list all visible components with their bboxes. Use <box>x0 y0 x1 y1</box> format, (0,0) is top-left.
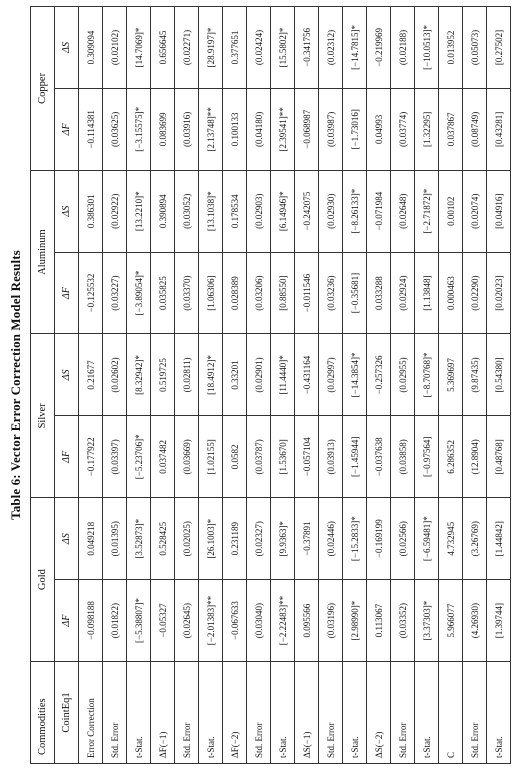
table-cell: [−15.2833]* <box>343 498 367 580</box>
table-cell: −0.057104 <box>295 416 319 498</box>
row-label: Std. Error <box>175 662 199 764</box>
table-cell: −0.067633 <box>223 580 247 662</box>
table-cell: 0.037482 <box>151 416 175 498</box>
table-cell: [1.32295] <box>415 88 439 170</box>
table-cell: 0.095566 <box>295 580 319 662</box>
table-cell: (0.03370) <box>175 252 199 334</box>
table-cell: [2.39541]** <box>271 88 295 170</box>
row-label: Error Correction <box>79 662 103 764</box>
table-cell: −0.219969 <box>367 7 391 89</box>
row-label: ΔS(−1) <box>295 662 319 764</box>
table-cell: 0.035825 <box>151 252 175 334</box>
col-header-aluminum-df: ΔF <box>55 252 79 334</box>
table-cell: (0.02924) <box>391 252 415 334</box>
table-cell: [28.9197]* <box>199 7 223 89</box>
table-cell: [13.2210]* <box>127 170 151 252</box>
table-cell: [6.14946]* <box>271 170 295 252</box>
col-header-copper-ds: ΔS <box>55 7 79 89</box>
table-cell: −0.257326 <box>367 334 391 416</box>
table-cell: [8.32942]* <box>127 334 151 416</box>
table-cell: 0.033288 <box>367 252 391 334</box>
table-cell: 4.732945 <box>439 498 463 580</box>
row-label: t-Stat. <box>343 662 367 764</box>
table-cell: (0.02188) <box>391 7 415 89</box>
table-cell: [0.43281] <box>487 88 511 170</box>
group-header-gold: Gold <box>31 498 55 662</box>
table-cell: (9.87435) <box>463 334 487 416</box>
row-label: Std. Error <box>247 662 271 764</box>
cointeq-header: CointEq1 <box>55 662 79 764</box>
table-cell: 0.013952 <box>439 7 463 89</box>
table-cell: 0.231189 <box>223 498 247 580</box>
table-cell: [−5.38807]* <box>127 580 151 662</box>
group-header-copper: Copper <box>31 7 55 171</box>
table-row <box>487 7 511 764</box>
table-cell: −0.098188 <box>79 580 103 662</box>
table-cell: [2.13748]** <box>199 88 223 170</box>
table-cell: (0.02811) <box>175 334 199 416</box>
table-cell: −0.011546 <box>295 252 319 334</box>
table-row <box>319 7 343 764</box>
vecm-results-table <box>30 6 511 764</box>
table-row <box>127 7 151 764</box>
table-cell: 0.528425 <box>151 498 175 580</box>
table-cell: [1.13848] <box>415 252 439 334</box>
table-cell: 0.028389 <box>223 252 247 334</box>
table-row <box>247 7 271 764</box>
table-cell: (0.03916) <box>175 88 199 170</box>
table-cell: [−6.59481]* <box>415 498 439 580</box>
table-cell: 5.966077 <box>439 580 463 662</box>
table-row <box>391 7 415 764</box>
table-cell: [−0.97564] <box>415 416 439 498</box>
table-cell: 0.377651 <box>223 7 247 89</box>
table-cell: −0.242075 <box>295 170 319 252</box>
table-cell: (0.02903) <box>247 170 271 252</box>
table-cell: −0.05327 <box>151 580 175 662</box>
table-cell: 0.21677 <box>79 334 103 416</box>
row-label: t-Stat. <box>199 662 223 764</box>
table-cell: (0.03206) <box>247 252 271 334</box>
table-cell: [9.9363]* <box>271 498 295 580</box>
table-row <box>439 7 463 764</box>
table-row <box>271 7 295 764</box>
table-cell: 0.656645 <box>151 7 175 89</box>
col-header-aluminum-ds: ΔS <box>55 170 79 252</box>
table-cell: (0.02997) <box>319 334 343 416</box>
table-cell: [13.1038]* <box>199 170 223 252</box>
table-cell: 0.519725 <box>151 334 175 416</box>
table-cell: (0.03858) <box>391 416 415 498</box>
table-cell: [1.44842] <box>487 498 511 580</box>
table-cell: [3.37303]* <box>415 580 439 662</box>
table-cell: 0.0582 <box>223 416 247 498</box>
table-row <box>463 7 487 764</box>
table-cell: 0.309094 <box>79 7 103 89</box>
table-cell: [18.4912]* <box>199 334 223 416</box>
table-cell: [1.39744] <box>487 580 511 662</box>
row-label: C <box>439 662 463 764</box>
table-cell: [−3.15575]* <box>127 88 151 170</box>
row-label: t-Stat. <box>415 662 439 764</box>
row-label: Std. Error <box>463 662 487 764</box>
table-cell: −0.037638 <box>367 416 391 498</box>
table-cell: [−5.23706]* <box>127 416 151 498</box>
table-cell: [−0.35681] <box>343 252 367 334</box>
table-cell: [1.53670] <box>271 416 295 498</box>
table-cell: (0.02424) <box>247 7 271 89</box>
table-cell: [−8.70768]* <box>415 334 439 416</box>
table-cell: (0.03040) <box>247 580 271 662</box>
table-row <box>415 7 439 764</box>
table-cell: (0.02271) <box>175 7 199 89</box>
table-cell: [−2.01383]** <box>199 580 223 662</box>
table-cell: [0.04916] <box>487 170 511 252</box>
row-label: t-Stat. <box>271 662 295 764</box>
table-cell: (0.02955) <box>391 334 415 416</box>
header-row-variables <box>55 7 79 764</box>
table-cell: [−8.26133]* <box>343 170 367 252</box>
table-cell: (0.02901) <box>247 334 271 416</box>
table-cell: (0.02074) <box>463 170 487 252</box>
table-cell: −0.37891 <box>295 498 319 580</box>
table-cell: 0.178534 <box>223 170 247 252</box>
table-cell: (0.02566) <box>391 498 415 580</box>
row-label: ΔF(−1) <box>151 662 175 764</box>
table-cell: [26.1003]* <box>199 498 223 580</box>
table-cell: [0.54380] <box>487 334 511 416</box>
table-cell: −0.169199 <box>367 498 391 580</box>
table-cell: −0.341756 <box>295 7 319 89</box>
table-caption: Table 6: Vector Error Correction Model Results <box>8 250 23 520</box>
table-cell: −0.071984 <box>367 170 391 252</box>
table-cell: −0.431164 <box>295 334 319 416</box>
row-label: t-Stat. <box>487 662 511 764</box>
table-cell: 0.000463 <box>439 252 463 334</box>
table-cell: (0.03787) <box>247 416 271 498</box>
header-row-groups <box>31 7 55 764</box>
group-header-aluminum: Aluminum <box>31 170 55 334</box>
table-cell: [−1.73016] <box>343 88 367 170</box>
table-cell: 6.286352 <box>439 416 463 498</box>
table-row <box>367 7 391 764</box>
table-cell: (4.26930) <box>463 580 487 662</box>
table-cell: (0.03669) <box>175 416 199 498</box>
table-cell: 0.113067 <box>367 580 391 662</box>
col-header-gold-df: ΔF <box>55 580 79 662</box>
table-cell: (0.03397) <box>103 416 127 498</box>
table-row <box>199 7 223 764</box>
table-cell: [−14.7815]* <box>343 7 367 89</box>
col-header-silver-ds: ΔS <box>55 334 79 416</box>
row-label: Std. Error <box>391 662 415 764</box>
table-cell: (0.01822) <box>103 580 127 662</box>
table-cell: [15.5802]* <box>271 7 295 89</box>
table-cell: [14.7069]* <box>127 7 151 89</box>
table-row <box>151 7 175 764</box>
table-cell: 0.04993 <box>367 88 391 170</box>
table-cell: [1.02155] <box>199 416 223 498</box>
table-cell: (12.8904) <box>463 416 487 498</box>
table-cell: (0.03196) <box>319 580 343 662</box>
table-cell: [−3.89054]* <box>127 252 151 334</box>
table-cell: 0.386301 <box>79 170 103 252</box>
table-cell: [−10.0513]* <box>415 7 439 89</box>
table-cell: (0.01395) <box>103 498 127 580</box>
table-row <box>79 7 103 764</box>
table-cell: [−1.45944] <box>343 416 367 498</box>
table-cell: 0.049218 <box>79 498 103 580</box>
row-label: Std. Error <box>319 662 343 764</box>
row-label: ΔS(−2) <box>367 662 391 764</box>
table-cell: −0.114381 <box>79 88 103 170</box>
table-cell: [0.27502] <box>487 7 511 89</box>
table-cell: (0.04180) <box>247 88 271 170</box>
table-cell: [11.4440]* <box>271 334 295 416</box>
table-cell: [−14.3854]* <box>343 334 367 416</box>
col-header-gold-ds: ΔS <box>55 498 79 580</box>
commodities-header: Commodities <box>31 662 55 764</box>
table-cell: −0.177922 <box>79 416 103 498</box>
table-body <box>79 7 511 764</box>
table-cell: [0.88550] <box>271 252 295 334</box>
table-cell: [1.06306] <box>199 252 223 334</box>
col-header-silver-df: ΔF <box>55 416 79 498</box>
table-cell: (0.05073) <box>463 7 487 89</box>
table-cell: (0.02290) <box>463 252 487 334</box>
table-cell: 0.33201 <box>223 334 247 416</box>
table-row <box>103 7 127 764</box>
row-label: t-Stat. <box>127 662 151 764</box>
table-cell: (0.02446) <box>319 498 343 580</box>
table-cell: [−2.22483]** <box>271 580 295 662</box>
table-cell: (0.02922) <box>103 170 127 252</box>
table-cell: 0.390894 <box>151 170 175 252</box>
table-row <box>295 7 319 764</box>
table-cell: 0.100133 <box>223 88 247 170</box>
table-cell: (0.03774) <box>391 88 415 170</box>
row-label: Std. Error <box>103 662 127 764</box>
table-cell: [3.52873]* <box>127 498 151 580</box>
table-cell: (0.02312) <box>319 7 343 89</box>
table-cell: [0.48768] <box>487 416 511 498</box>
table-cell: (0.02025) <box>175 498 199 580</box>
table-row <box>223 7 247 764</box>
table-cell: (0.03227) <box>103 252 127 334</box>
table-cell: (0.02327) <box>247 498 271 580</box>
table-cell: (0.02645) <box>175 580 199 662</box>
table-cell: (3.26769) <box>463 498 487 580</box>
table-row <box>343 7 367 764</box>
table-cell: (0.03352) <box>391 580 415 662</box>
table-cell: −0.125532 <box>79 252 103 334</box>
table-cell: −0.068987 <box>295 88 319 170</box>
table-cell: (0.03052) <box>175 170 199 252</box>
row-label: ΔF(−2) <box>223 662 247 764</box>
table-cell: 0.037867 <box>439 88 463 170</box>
table-cell: (0.02102) <box>103 7 127 89</box>
table-cell: [0.02023] <box>487 252 511 334</box>
table-cell: 0.083699 <box>151 88 175 170</box>
col-header-copper-df: ΔF <box>55 88 79 170</box>
table-cell: (0.03987) <box>319 88 343 170</box>
table-cell: (0.02648) <box>391 170 415 252</box>
table-cell: 0.00102 <box>439 170 463 252</box>
table-row <box>175 7 199 764</box>
table-cell: (0.03913) <box>319 416 343 498</box>
table-cell: [−2.71872]* <box>415 170 439 252</box>
table-cell: (0.02602) <box>103 334 127 416</box>
table-cell: (0.02930) <box>319 170 343 252</box>
table-cell: (0.08749) <box>463 88 487 170</box>
table-cell: (0.03625) <box>103 88 127 170</box>
table-cell: [2.98990]* <box>343 580 367 662</box>
group-header-silver: Silver <box>31 334 55 498</box>
table-cell: (0.03236) <box>319 252 343 334</box>
table-cell: 5.369697 <box>439 334 463 416</box>
